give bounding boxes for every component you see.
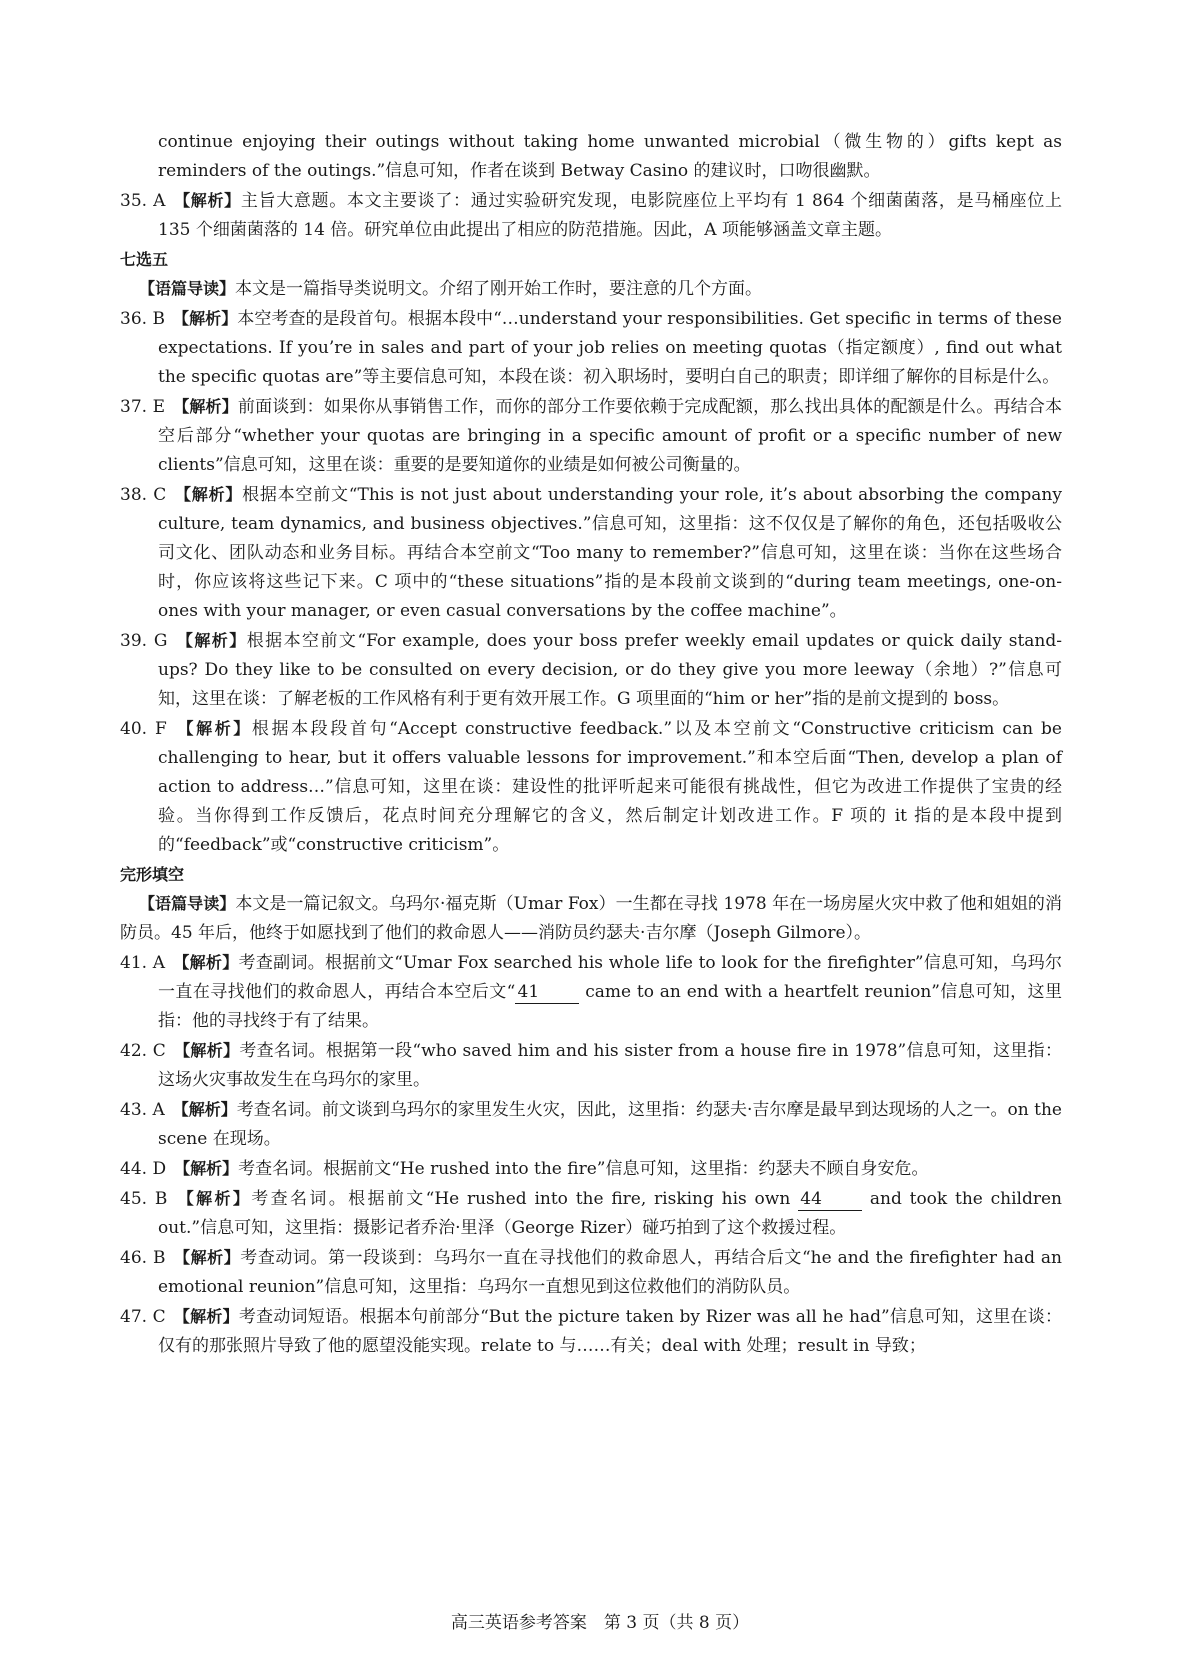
explanation-text: 根据本空前文“This is not just about understanding your role, it’s about absorbing the company culture, team dynamics, and business objectives.”信息可知，这里指：这不仅仅是了解你的角色，还包括吸收公司文化、团队动态和业务目标。再结合本空前文“Too many to remember?”信息可知，这里在谈：当你在这些场合时，你应该将这些记下来。C 项中的“these situations”指的是本段前文谈到的“during team meetings, one-on-ones with your manager, or even casual conversations by the coffee machine”。 (158, 485, 1062, 621)
explanation-text: 考查名词。根据前文“He rushed into the fire”信息可知，这里指：约瑟夫不顾自身安危。 (238, 1159, 929, 1179)
analysis-tag: 【解析】 (173, 191, 241, 210)
analysis-tag: 【解析】 (175, 631, 247, 650)
analysis-tag: 【解析】 (173, 953, 239, 972)
answer-item (120, 186, 1062, 245)
answer-item (120, 1154, 1062, 1184)
answer-item (120, 1302, 1062, 1361)
answer-number: 39. G (120, 631, 168, 651)
answer-item (120, 1184, 1062, 1243)
analysis-tag: 【语篇导读】 (139, 279, 236, 298)
explanation-text: 考查动词。第一段谈到：乌玛尔一直在寻找他们的救命恩人，再结合后文“he and the firefighter had an emotional reunion”信息可知，这里指：乌玛尔一直想见到这位救他们的消防队员。 (158, 1248, 1062, 1297)
answer-item (120, 626, 1062, 714)
passage-intro (120, 889, 1062, 948)
explanation-text: 本空考查的是段首句。根据本段中“…understand your responsibilities. Get specific in terms of these expectations. If you’re in sales and part of your job relies on meeting quotas（指定额度）, find out what the specific quotas are”等主要信息可知，本段在谈：初入职场时，要明白自己的职责；即详细了解你的目标是什么。 (158, 309, 1062, 387)
analysis-tag: 【解析】 (173, 1041, 240, 1060)
explanation-text: 前面谈到：如果你从事销售工作，而你的部分工作要依赖于完成配额，那么找出具体的配额是什么。再结合本空后部分“whether your quotas are bringing in a specific amount of profit or a specific number of new clients”信息可知，这里在谈：重要的是要知道你的业绩是如何被公司衡量的。 (158, 397, 1062, 475)
answer-number: 37. E (120, 397, 166, 417)
explanation-text-continued: and took the children out.”信息可知，这里指：摄影记者乔治·里泽（George Rizer）碰巧拍到了这个救援过程。 (158, 1189, 1062, 1238)
answer-number: 43. A (120, 1100, 165, 1120)
page-footer: 高三英语参考答案 第 3 页（共 8 页） (450, 1613, 750, 1633)
answer-number: 38. C (120, 485, 167, 505)
answer-item (120, 1036, 1062, 1095)
answer-number: 42. C (120, 1041, 166, 1061)
answer-item (120, 1095, 1062, 1154)
explanation-text: 考查名词。根据第一段“who saved him and his sister from a house fire in 1978”信息可知，这里指：这场火灾事故发生在乌玛尔的家里。 (158, 1041, 1062, 1090)
answer-number: 45. B (120, 1189, 168, 1209)
answer-item (120, 1243, 1062, 1302)
answer-number: 46. B (120, 1248, 166, 1268)
explanation-text: 考查副词。根据前文“Umar Fox searched his whole life to look for the firefighter”信息可知，乌玛尔一直在寻找他们的救命恩人，再结合本空后文“ (158, 953, 1063, 1002)
answer-number: 40. F (120, 719, 167, 739)
answer-item (120, 480, 1062, 626)
analysis-tag: 【解析】 (172, 1100, 237, 1119)
analysis-tag: 【解析】 (174, 485, 243, 504)
answer-number: 35. A (120, 191, 166, 211)
continued-paragraph: continue enjoying their outings without taking home unwanted microbial（微生物的）gifts kept as reminders of the outings.”信息可知，作者在谈到 Betway Casino 的建议时，口吻很幽默。 (158, 132, 1062, 181)
passage-intro (120, 274, 1062, 304)
explanation-text: 根据本空前文“For example, does your boss prefer weekly email updates or quick daily stand-ups? Do they like to be consulted on every decision, or do they give you more leeway（余地）?”信息可知，这里在谈：了解老板的工作风格有利于更有效开展工作。G 项里面的“him or her”指的是前文提到的 boss。 (158, 631, 1062, 709)
answer-item (120, 392, 1062, 480)
answer-item (120, 948, 1062, 1036)
answer-item (120, 304, 1062, 392)
analysis-tag: 【解析】 (174, 719, 252, 738)
answer-number: 41. A (120, 953, 166, 973)
answer-number: 47. C (120, 1307, 166, 1327)
analysis-tag: 【解析】 (174, 1159, 239, 1178)
answer-number: 44. D (120, 1159, 167, 1179)
answer-number: 36. B (120, 309, 165, 329)
explanation-text: 考查动词短语。根据本句前部分“But the picture taken by Rizer was all he had”信息可知，这里在谈：仅有的那张照片导致了他的愿望没能实现。relate to 与……有关；deal with 处理；result in 导致； (158, 1307, 1062, 1356)
explanation-text: 本文是一篇指导类说明文。介绍了刚开始工作时，要注意的几个方面。 (235, 279, 763, 299)
analysis-tag: 【解析】 (173, 1307, 239, 1326)
answer-item (120, 714, 1062, 860)
section-heading: 完形填空 (120, 865, 185, 884)
analysis-tag: 【解析】 (175, 1189, 252, 1208)
explanation-text: 考查名词。前文谈到乌玛尔的家里发生火灾，因此，这里指：约瑟夫·吉尔摩是最早到达现场的人之一。on the scene 在现场。 (158, 1100, 1062, 1149)
analysis-tag: 【语篇导读】 (139, 894, 236, 913)
explanation-text: 考查名词。根据前文“He rushed into the fire, risking his own (251, 1189, 799, 1209)
analysis-tag: 【解析】 (173, 1248, 241, 1267)
explanation-text: 本文是一篇记叙文。乌玛尔·福克斯（Umar Fox）一生都在寻找 1978 年在一场房屋火灾中救了他和姐姐的消防员。45 年后，他终于如愿找到了他们的救命恩人——消防员约瑟夫·吉尔摩（Joseph Gilmore）。 (120, 894, 1062, 943)
explanation-text: 主旨大意题。本文主要谈了：通过实验研究发现，电影院座位上平均有 1 864 个细菌菌落，是马桶座位上 135 个细菌菌落的 14 倍。研究单位由此提出了相应的防范措施。因此，A 项能够涵盖文章主题。 (158, 191, 1062, 240)
explanation-text: 根据本段段首句“Accept constructive feedback.”以及本空前文“Constructive criticism can be challenging to hear, but it offers valuable lessons for improvement.”和本空后面“Then, develop a plan of action to address…”信息可知，这里在谈：建设性的批评听起来可能很有挑战性，但它为改进工作提供了宝贵的经验。当你得到工作反馈后，花点时间充分理解它的含义，然后制定计划改进工作。F 项的 it 指的是本段中提到的“feedback”或“constructive criticism”。 (158, 719, 1062, 855)
blank-number: 44 (798, 1188, 862, 1211)
section-heading: 七选五 (120, 250, 169, 269)
analysis-tag: 【解析】 (173, 397, 238, 416)
explanation-text-continued: came to an end with a heartfelt reunion”信息可知，这里指：他的寻找终于有了结果。 (158, 982, 1062, 1031)
answer-page (120, 128, 1062, 1361)
blank-number: 41 (515, 981, 579, 1004)
analysis-tag: 【解析】 (173, 309, 238, 328)
